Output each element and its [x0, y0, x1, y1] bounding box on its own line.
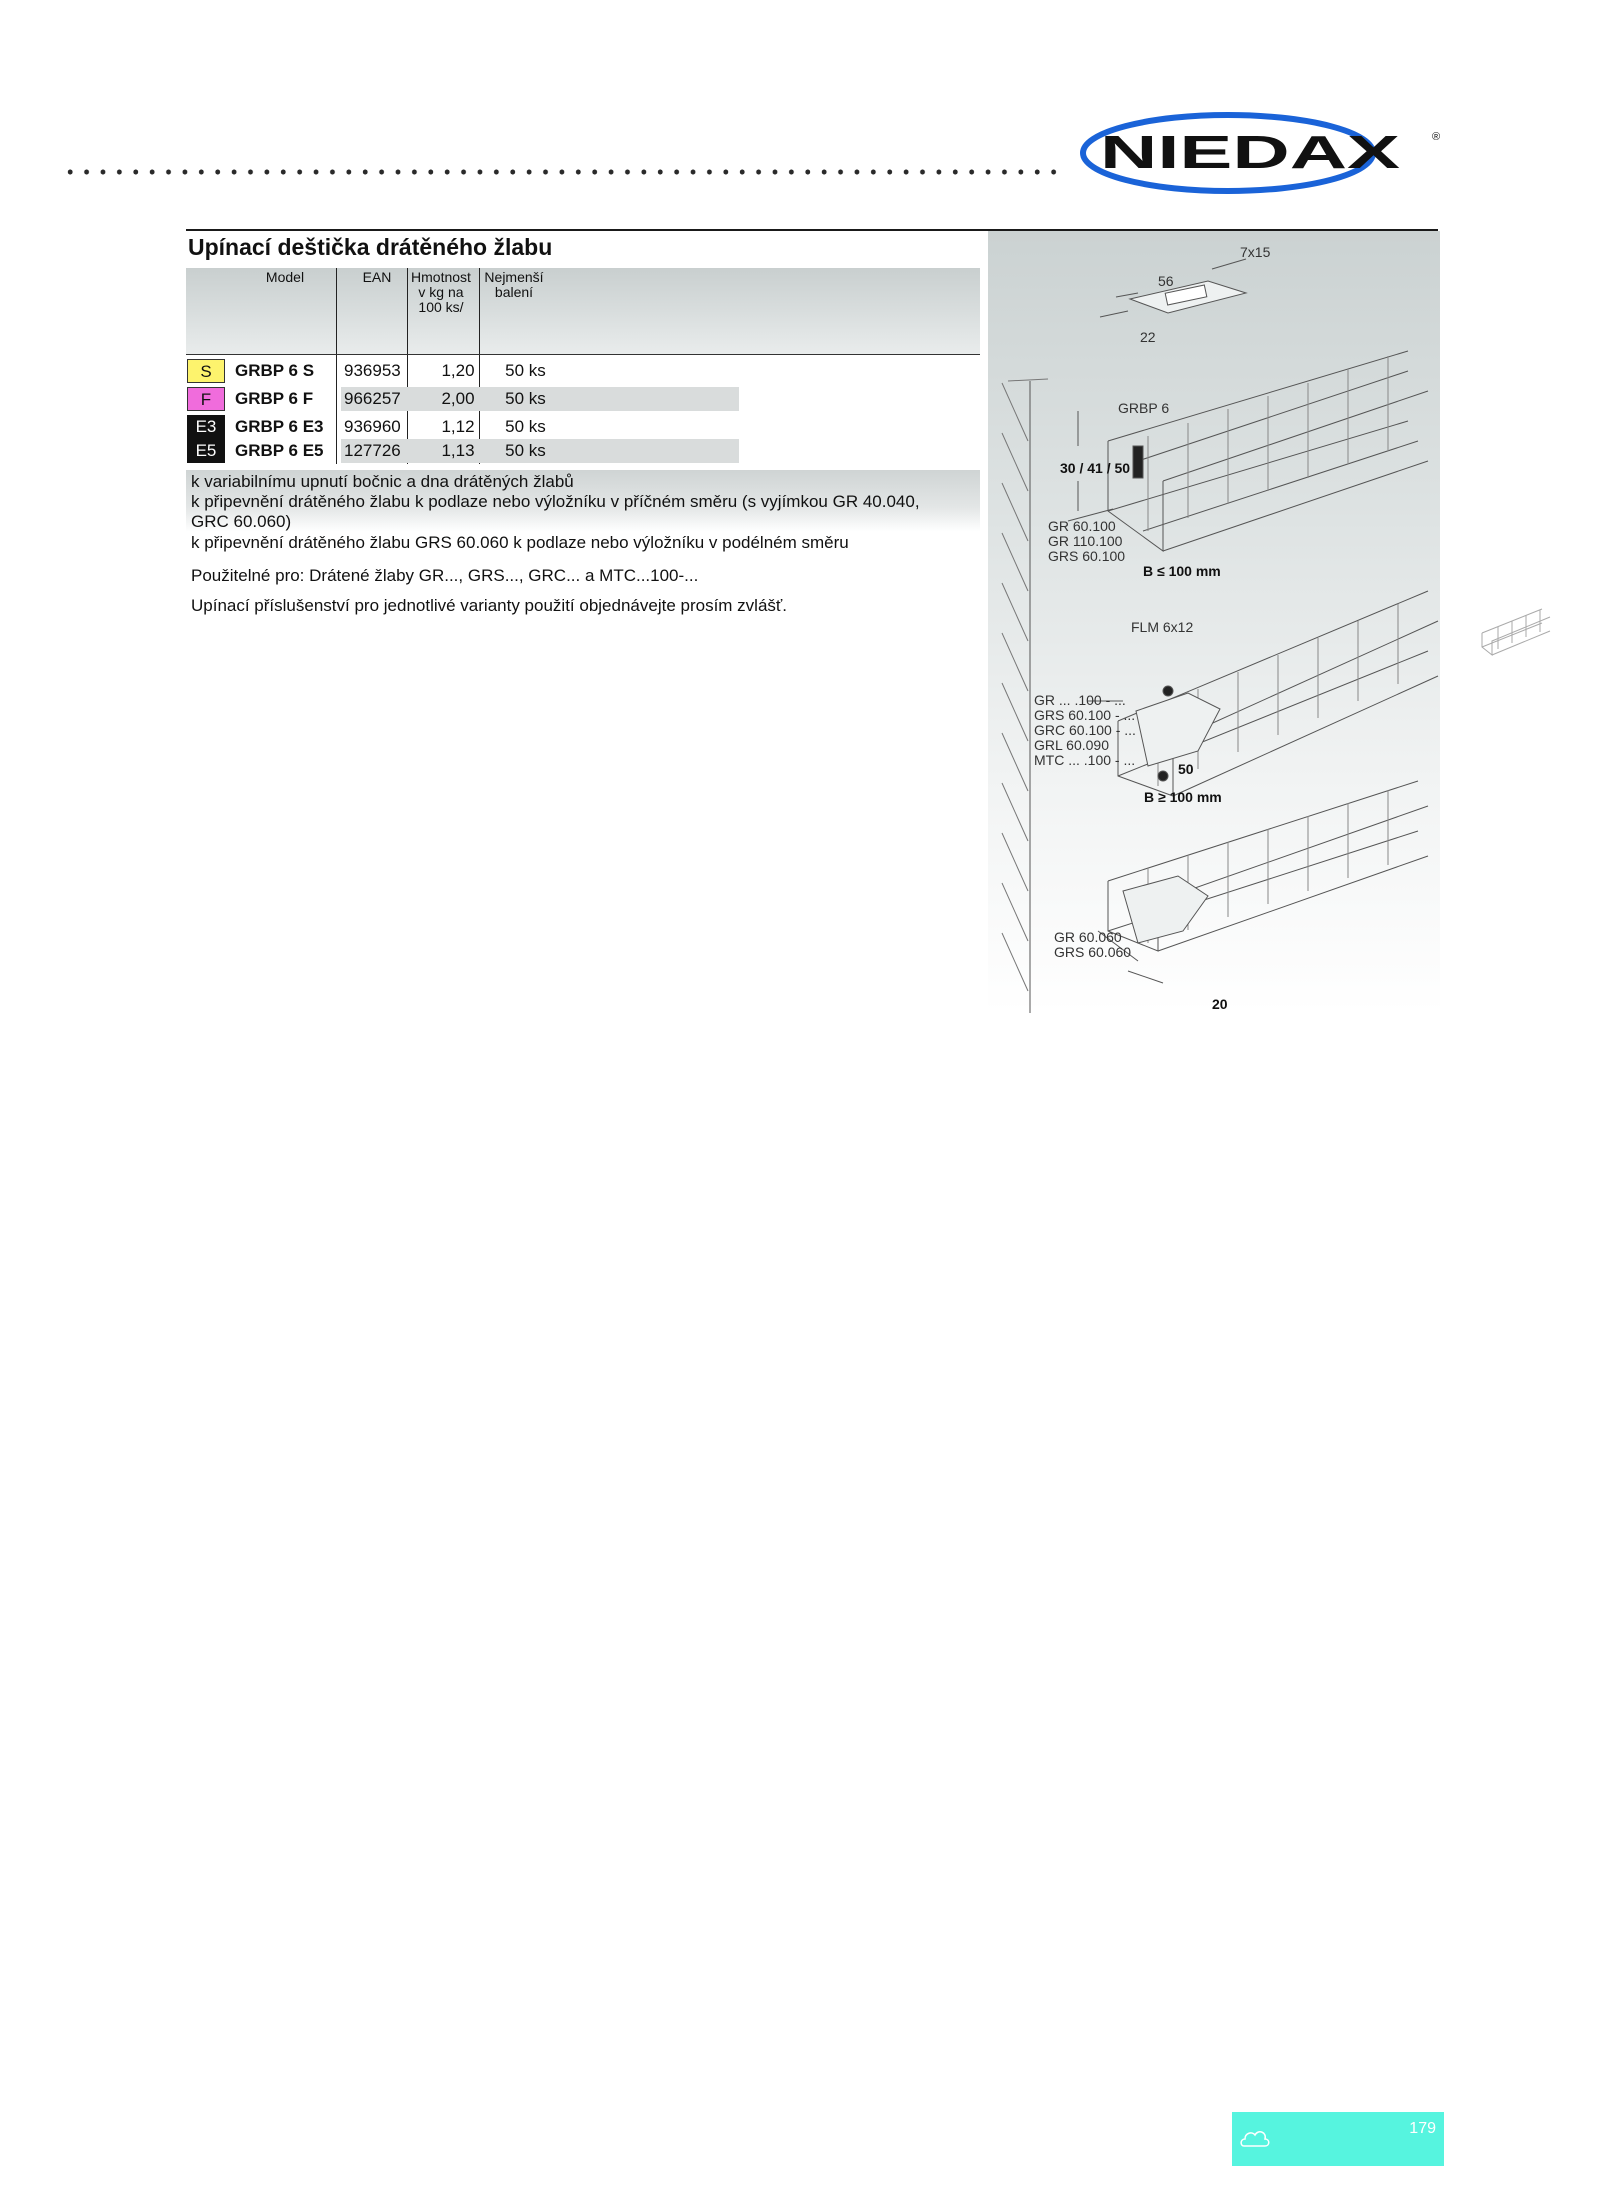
model-cell: GRBP 6 E3 — [235, 417, 324, 436]
header-underline — [186, 354, 980, 355]
col-header-weight: Hmotnost v kg na 100 ks/ — [411, 269, 471, 315]
qty-cell: 50 ks — [505, 389, 546, 408]
variant-badge: E5 — [187, 439, 225, 463]
ean-cell: 127726 — [344, 441, 401, 460]
dimension-label: 22 — [1140, 329, 1156, 345]
weight-cell: 1,13 — [441, 441, 475, 460]
ean-cell: 936953 — [344, 361, 401, 380]
registered-mark: ® — [1432, 131, 1440, 143]
dimension-label: 7x15 — [1240, 244, 1271, 260]
width-label: B ≤ 100 mm — [1143, 563, 1221, 579]
description-line: k připevnění drátěného žlabu k podlaze nebo výložníku v příčném směru (s vyjímkou GR 40.040, — [191, 492, 920, 511]
qty-cell: 50 ks — [505, 441, 546, 460]
model-cell: GRBP 6 S — [235, 361, 315, 380]
wire-tray-icon — [1480, 603, 1552, 667]
col-divider — [336, 268, 337, 464]
technical-drawing — [988, 231, 1440, 1013]
cloud-icon — [1240, 2126, 1270, 2152]
col-divider — [407, 268, 408, 464]
col-header-model: Model — [265, 269, 305, 285]
ordering-note: Upínací příslušenství pro jednotlivé varianty použití objednávejte prosím zvlášť. — [191, 596, 788, 615]
logo-text: NIEDAX — [1100, 126, 1401, 178]
page-number: 179 — [1409, 2120, 1436, 2137]
dimension-label: 50 — [1178, 761, 1194, 777]
variant-badge: E3 — [187, 415, 225, 439]
qty-cell: 50 ks — [505, 417, 546, 436]
description-line: k připevnění drátěného žlabu GRS 60.060 k podlaze nebo výložníku v podélném směru — [191, 533, 849, 552]
usage-text: Použitelné pro: Drátené žlaby GR..., GRS..., GRC... a MTC...100-... — [191, 566, 699, 585]
qty-cell: 50 ks — [505, 361, 546, 380]
weight-cell: 1,20 — [441, 361, 475, 380]
col-header-min-pack: Nejmenší balení — [484, 269, 544, 300]
part-label: FLM 6x12 — [1131, 619, 1194, 635]
part-label: GRBP 6 — [1118, 400, 1170, 416]
weight-cell: 2,00 — [441, 389, 475, 408]
width-label: B ≥ 100 mm — [1144, 789, 1222, 805]
description-line: k variabilnímu upnutí bočnic a dna drátěných žlabů — [191, 472, 574, 491]
col-header-ean: EAN — [362, 269, 392, 285]
dimension-label: 56 — [1158, 273, 1174, 289]
height-label: 30 / 41 / 50 — [1060, 460, 1131, 476]
model-cell: GRBP 6 E5 — [235, 441, 324, 460]
dimension-label: 20 — [1212, 996, 1228, 1012]
tray-group-label: GR 60.060 GRS 60.060 — [1054, 929, 1132, 960]
tray-group-label: GR 60.100 GR 110.100 GRS 60.100 — [1048, 518, 1126, 564]
niedax-logo — [1078, 110, 1440, 196]
dotted-rule — [62, 166, 1062, 178]
drawing-lines — [988, 231, 1440, 1013]
description-line: GRC 60.060) — [191, 512, 292, 531]
tray-group-label: GR ... .100 - ... GRS 60.100 - ... GRC 60.100 - ... GRL 60.090 MTC ... .100 - ... — [1034, 692, 1136, 768]
page-title: Upínací deštička drátěného žlabu — [188, 234, 553, 260]
variant-badge: F — [187, 387, 225, 411]
ean-cell: 936960 — [344, 417, 401, 436]
weight-cell: 1,12 — [441, 417, 475, 436]
page-footer-tab — [1232, 2112, 1444, 2166]
ean-cell: 966257 — [344, 389, 401, 408]
model-cell: GRBP 6 F — [235, 389, 314, 408]
variant-badge: S — [187, 359, 225, 383]
